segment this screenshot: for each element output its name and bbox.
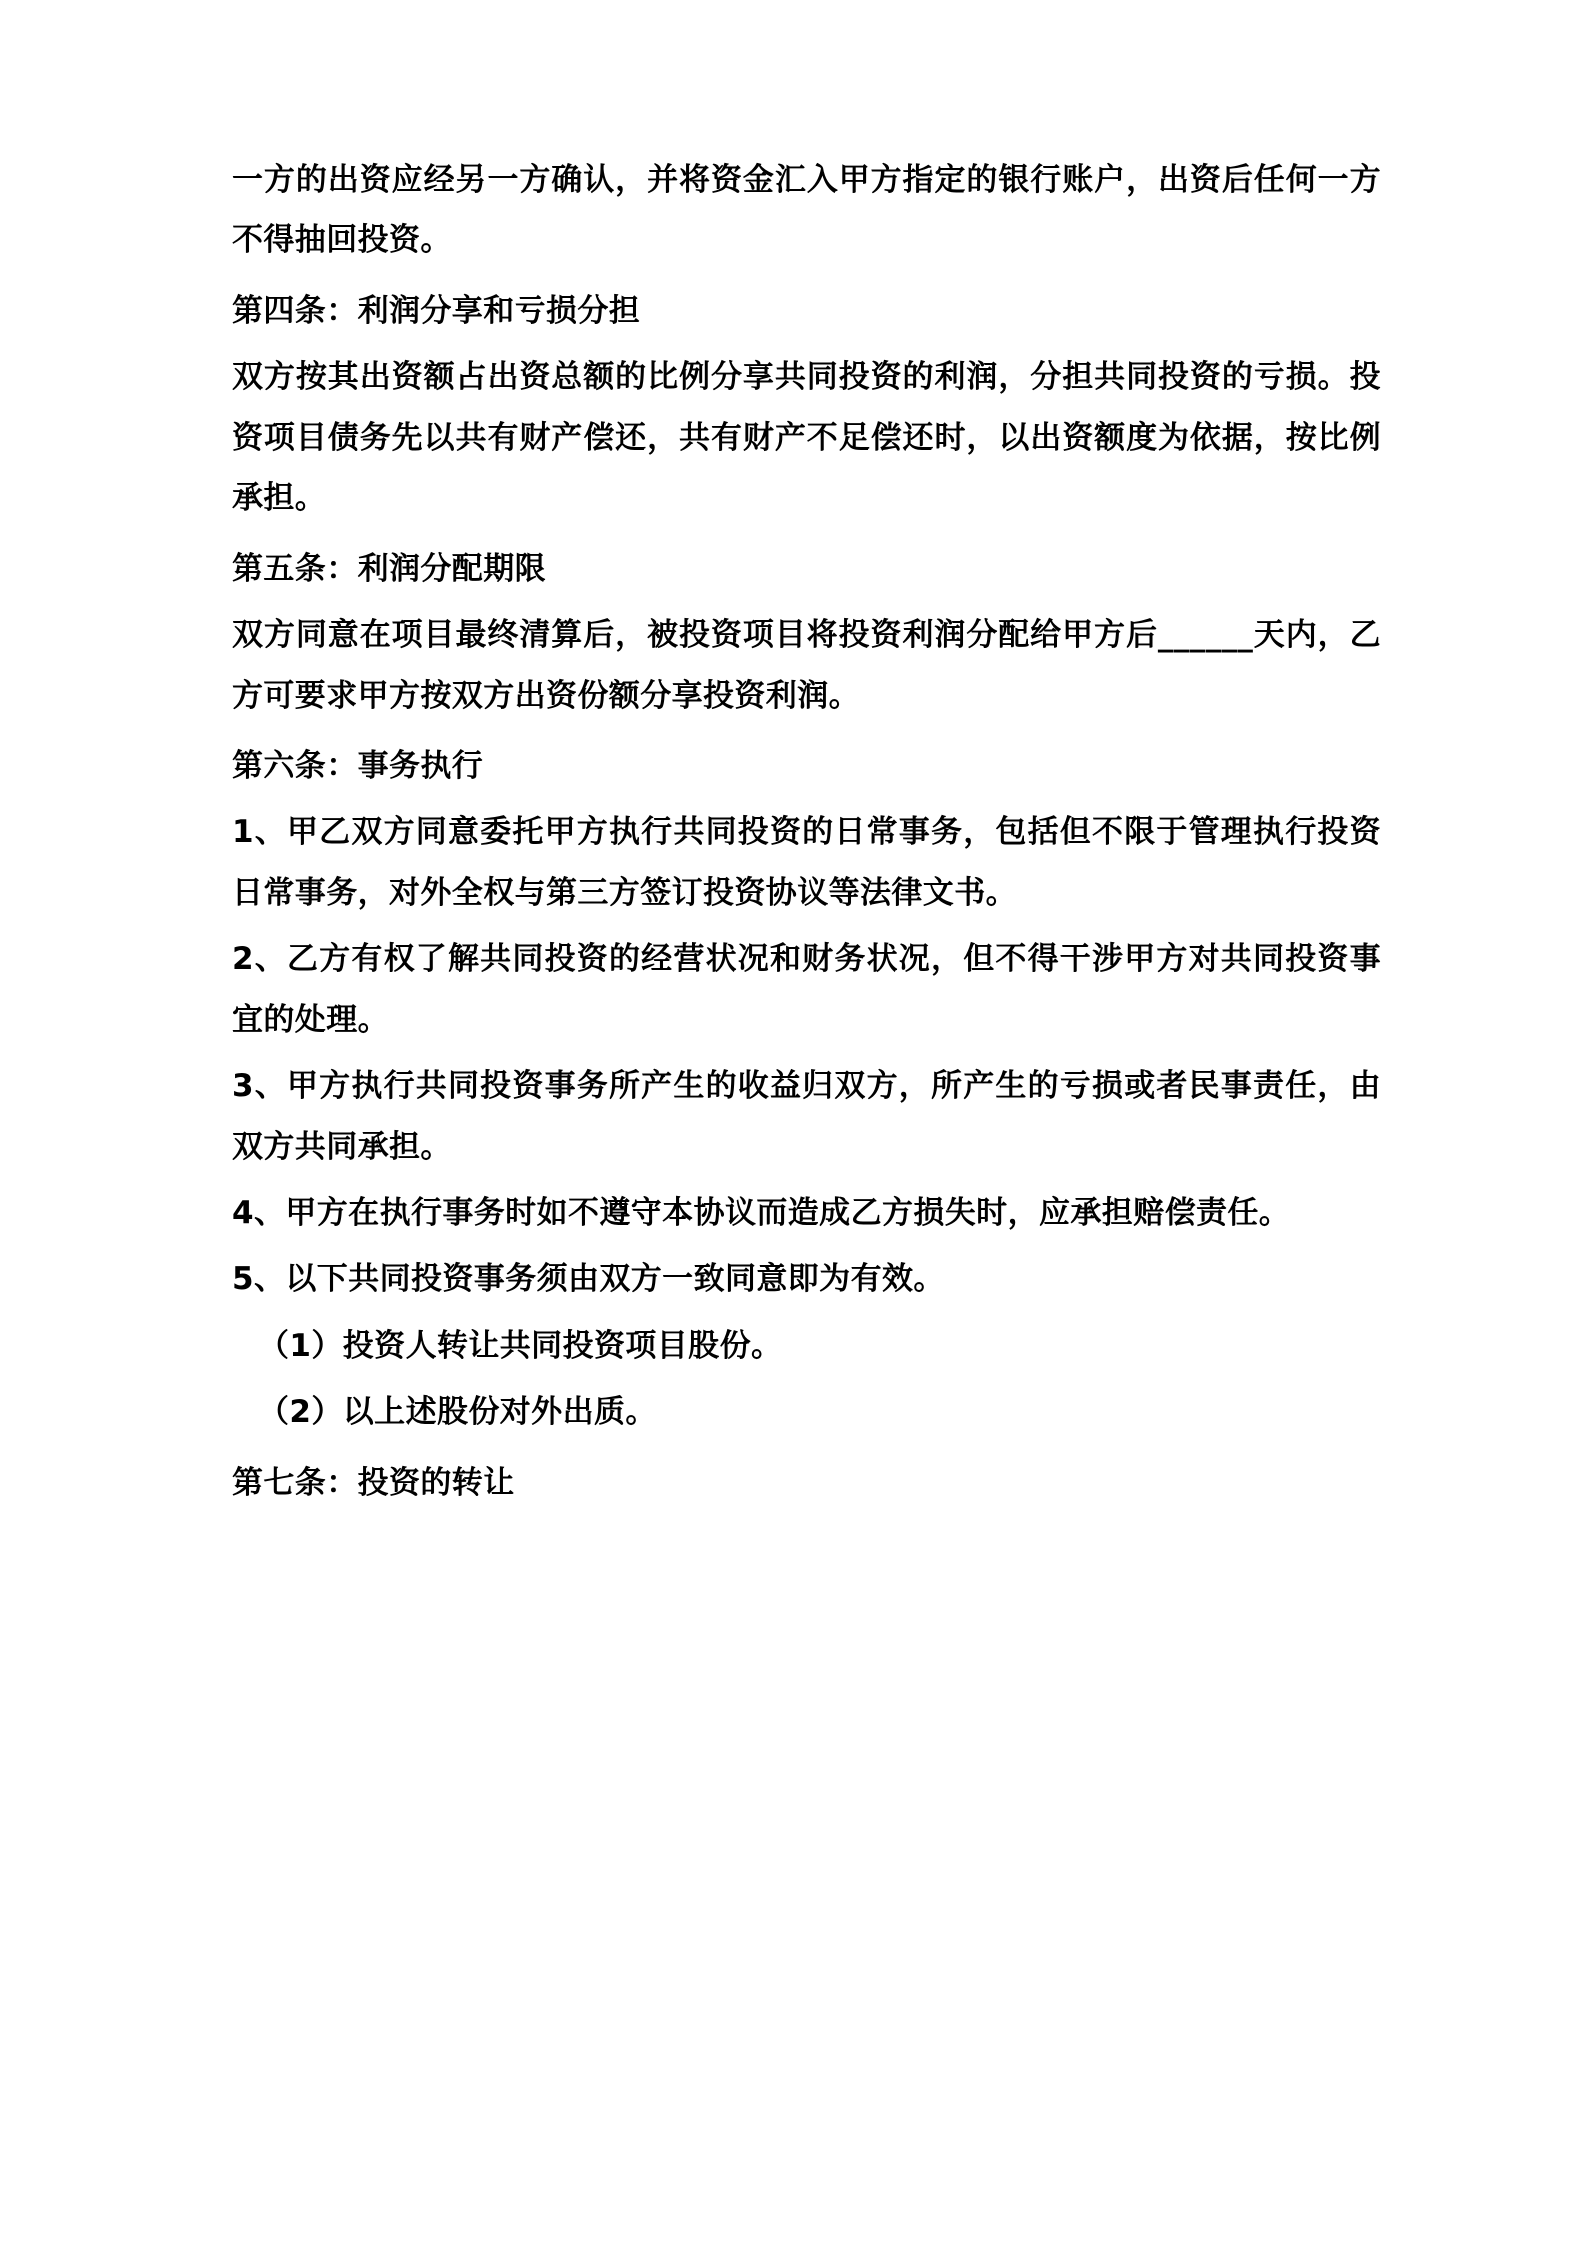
para-six-item-3: 3、甲方执行共同投资事务所产生的收益归双方，所产生的亏损或者民事责任，由双方共同承担。 — [232, 1068, 1381, 1165]
para-article-four-body: 双方按其出资额占出资总额的比例分享共同投资的利润，分担共同投资的亏损。投资项目债务先以共有财产偿还，共有财产不足偿还时，以出资额度为依据，按比例承担。 — [232, 359, 1381, 517]
document-body — [232, 150, 1381, 1513]
para-six-item-4: 4、甲方在执行事务时如不遵守本协议而造成乙方损失时，应承担赔偿责任。 — [232, 1195, 1291, 1231]
heading-article-six: 第六条：事务执行 — [232, 747, 484, 784]
para-six-item-5: 5、以下共同投资事务须由双方一致同意即为有效。 — [232, 1261, 945, 1298]
para-six-item-2: 2、乙方有权了解共同投资的经营状况和财务状况，但不得干涉甲方对共同投资事宜的处理。 — [232, 941, 1381, 1038]
para-six-item-5-sub-1: （1）投资人转让共同投资项目股份。 — [258, 1327, 783, 1364]
para-six-item-5-sub-2: （2）以上述股份对外出质。 — [258, 1394, 657, 1431]
heading-article-seven: 第七条：投资的转让 — [232, 1464, 515, 1501]
para-six-item-1: 1、甲乙双方同意委托甲方执行共同投资的日常事务，包括但不限于管理执行投资日常事务，对外全权与第三方签订投资协议等法律文书。 — [232, 814, 1381, 911]
para-capital-confirmation: 一方的出资应经另一方确认，并将资金汇入甲方指定的银行账户，出资后任何一方不得抽回投资。 — [232, 162, 1381, 259]
heading-article-four: 第四条：利润分享和亏损分担 — [232, 292, 641, 329]
heading-article-five: 第五条：利润分配期限 — [232, 550, 546, 587]
para-article-five-body: 双方同意在项目最终清算后，被投资项目将投资利润分配给甲方后______天内，乙方可要求甲方按双方出资份额分享投资利润。 — [232, 617, 1381, 714]
